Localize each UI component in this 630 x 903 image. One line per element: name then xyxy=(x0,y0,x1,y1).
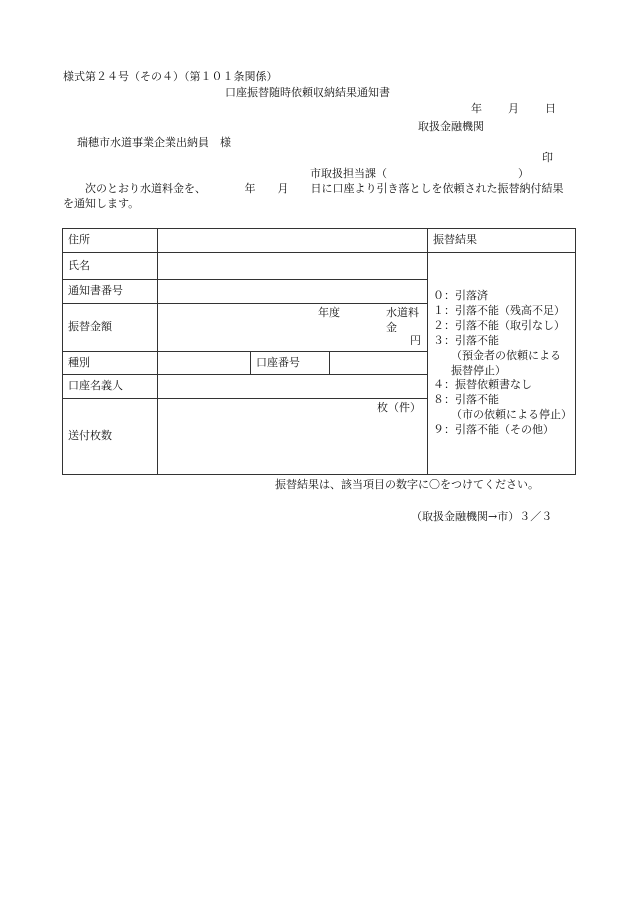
amount-year-label: 年度 xyxy=(318,306,340,319)
result-header: 振替結果 xyxy=(428,229,576,253)
addressee: 瑞穂市水道事業企業出納員 様 xyxy=(77,136,231,149)
name-label: 氏名 xyxy=(63,253,158,280)
send-count-field xyxy=(158,399,428,475)
result-form-table xyxy=(62,228,576,475)
result-option-3-detail: （預金者の依頼による振替停止） xyxy=(451,348,562,377)
body-text: 次のとおり水道料金を、 年 月 日に口座より引き落としを依頼された振替納付結果を通知します。 xyxy=(63,182,564,210)
dept-close-paren: ） xyxy=(518,167,529,180)
result-options xyxy=(428,253,576,475)
account-holder-field xyxy=(158,375,428,399)
bank-label: 取扱金融機関 xyxy=(418,120,484,133)
result-option-8: ８：引落不能 xyxy=(433,393,500,407)
account-holder-label: 口座名義人 xyxy=(63,375,158,399)
amount-yen-label: 円 xyxy=(410,334,422,348)
result-option-1: １：引落不能（残高不足） xyxy=(433,304,566,318)
address-label: 住所 xyxy=(63,229,158,253)
date-year-label: 年 xyxy=(471,102,482,115)
send-count-label: 送付枚数 xyxy=(63,399,158,475)
seal-mark: 印 xyxy=(542,151,553,164)
document-title: 口座振替随時依頼収納結果通知書 xyxy=(225,86,390,99)
amount-field xyxy=(158,304,428,352)
result-option-2: ２：引落不能（取引なし） xyxy=(433,318,566,332)
type-field xyxy=(158,352,251,375)
notice-number-label: 通知書番号 xyxy=(63,280,158,304)
amount-kind-label: 水道料金 xyxy=(386,306,419,334)
date-month-label: 月 xyxy=(508,102,519,115)
account-number-field xyxy=(330,352,428,375)
result-option-4: ４：振替依頼書なし xyxy=(433,378,533,392)
result-option-3: ３：引落不能 xyxy=(433,333,500,347)
notice-number-field xyxy=(158,280,428,304)
footer-reference: （取扱金融機関→市）３／３ xyxy=(411,510,553,523)
footer-note: 振替結果は、該当項目の数字に〇をつけてください。 xyxy=(275,478,539,491)
account-number-label: 口座番号 xyxy=(251,352,330,375)
date-day-label: 日 xyxy=(545,102,556,115)
name-field xyxy=(158,253,428,280)
dept-label: 市取扱担当課（ xyxy=(310,167,387,180)
type-label: 種別 xyxy=(63,352,158,375)
address-field xyxy=(158,229,428,253)
form-reference: 様式第２４号（その４）（第１０１条関係） xyxy=(63,70,278,83)
result-option-0: ０：引落済 xyxy=(433,289,489,303)
amount-label: 振替金額 xyxy=(63,304,158,352)
result-option-8-detail: （市の依頼による停止） xyxy=(451,408,573,422)
result-option-9: ９：引落不能（その他） xyxy=(433,422,555,436)
count-unit-label: 枚（件） xyxy=(377,401,422,414)
